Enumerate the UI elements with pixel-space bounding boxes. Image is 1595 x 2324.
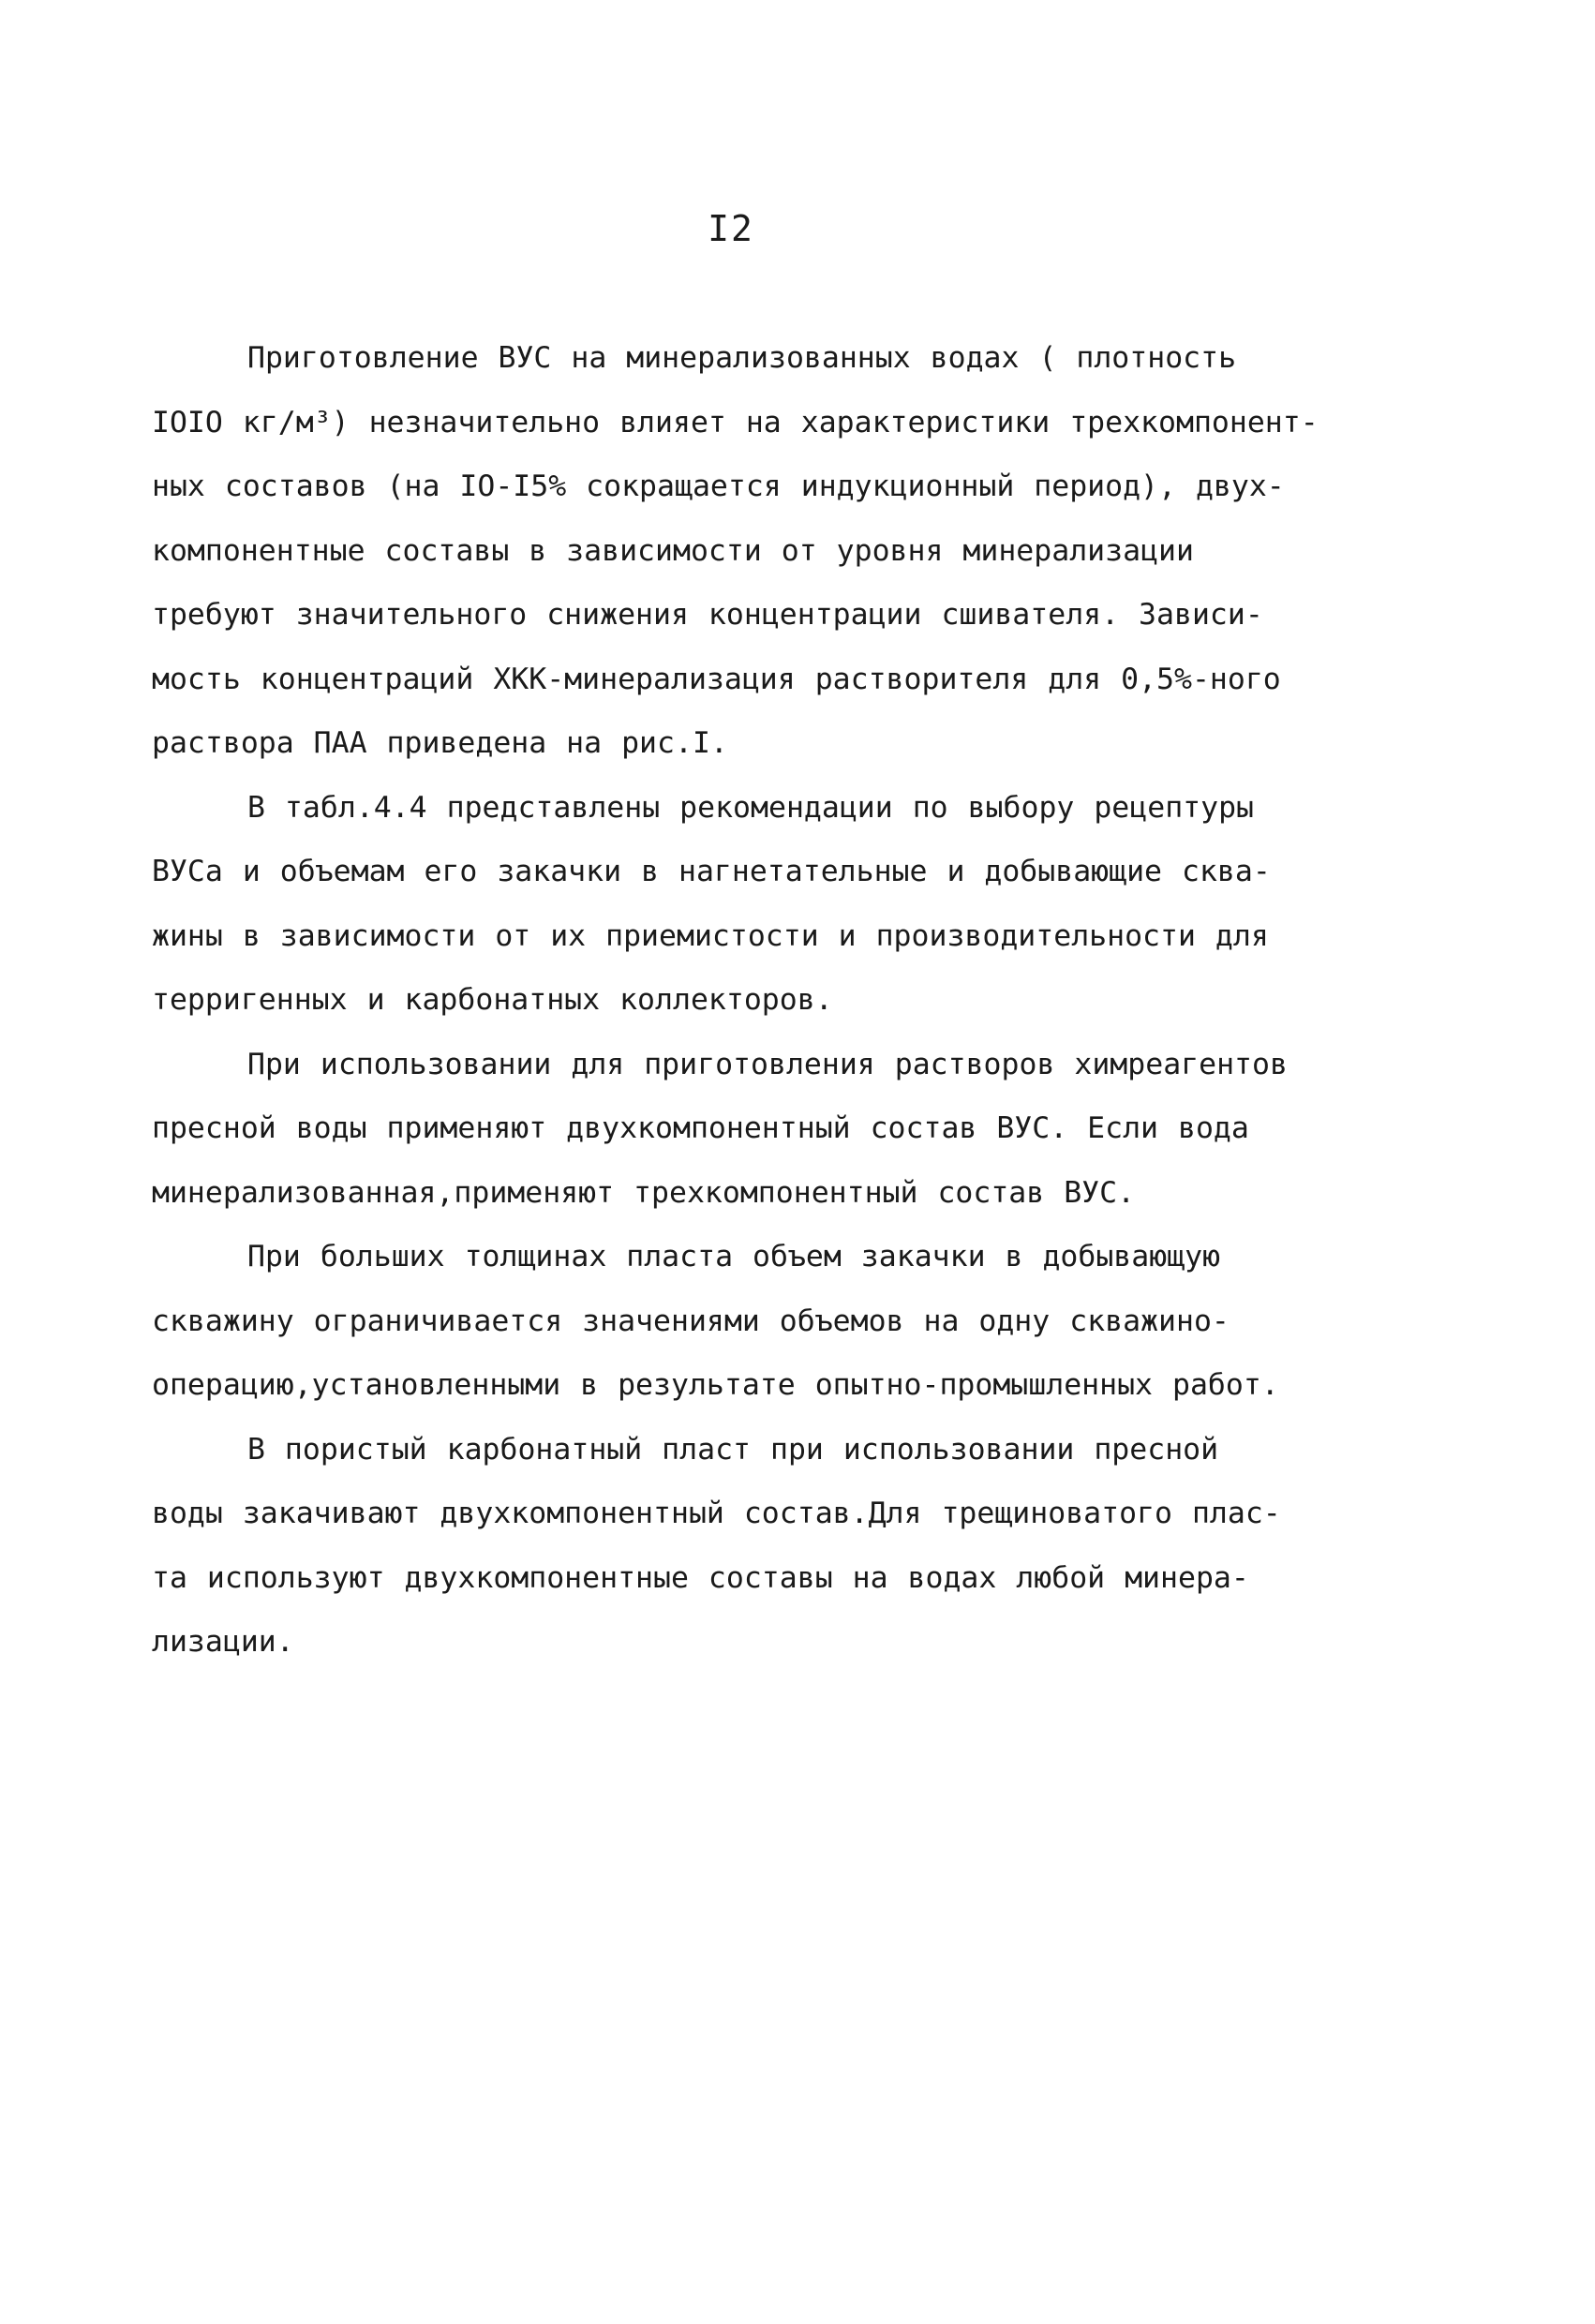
text-line: операцию,установленными в результате опытно-промышленных работ. (152, 1368, 1279, 1402)
text-line: компонентные составы в зависимости от уровня минерализации (152, 533, 1194, 568)
text-line: раствора ПАА приведена на рис.I. (152, 726, 728, 760)
text-line: При использовании для приготовления растворов химреагентов (247, 1047, 1288, 1081)
text-line: скважину ограничивается значениями объемов на одну скважино- (152, 1304, 1230, 1338)
paragraph-4 (152, 1225, 1483, 1418)
text-line: та используют двухкомпонентные составы на водах любой минера- (152, 1560, 1249, 1595)
text-line: Приготовление ВУС на минерализованных водах ( плотность (247, 341, 1237, 375)
text-line: ных составов (на IO-I5% сокращается индукционный период), двух- (152, 469, 1285, 503)
paragraph-1 (152, 326, 1483, 776)
text-line: пресной воды применяют двухкомпонентный состав ВУС. Если вода (152, 1111, 1249, 1145)
text-line: минерализованная,применяют трехкомпонентный состав ВУС. (152, 1175, 1136, 1210)
text-line: жины в зависимости от их приемистости и производительности для (152, 918, 1269, 953)
text-line: IOIO кг/м³) незначительно влияет на характеристики трехкомпонент- (152, 405, 1319, 439)
text-line: При больших толщинах пласта объем закачки в добывающую (247, 1240, 1221, 1274)
text-line: терригенных и карбонатных коллекторов. (152, 983, 833, 1017)
paragraph-2 (152, 776, 1483, 1033)
paragraph-3 (152, 1033, 1483, 1226)
text-line: В табл.4.4 представлены рекомендации по выбору рецептуры (247, 790, 1255, 825)
paragraph-5 (152, 1418, 1483, 1675)
text-line: лизации. (152, 1625, 294, 1659)
text-line: воды закачивают двухкомпонентный состав.Для трещиноватого плас- (152, 1497, 1281, 1530)
text-line: мость концентраций ХКК-минерализация растворителя для 0,5%-ного (152, 662, 1281, 696)
text-line: ВУСа и объемам его закачки в нагнетательные и добывающие сква- (152, 855, 1271, 888)
text-line: В пористый карбонатный пласт при использовании пресной (247, 1432, 1219, 1467)
body-text (152, 326, 1483, 1675)
page-number: I2 (708, 208, 754, 249)
text-line: требуют значительного снижения концентрации сшивателя. Зависи- (152, 598, 1263, 632)
